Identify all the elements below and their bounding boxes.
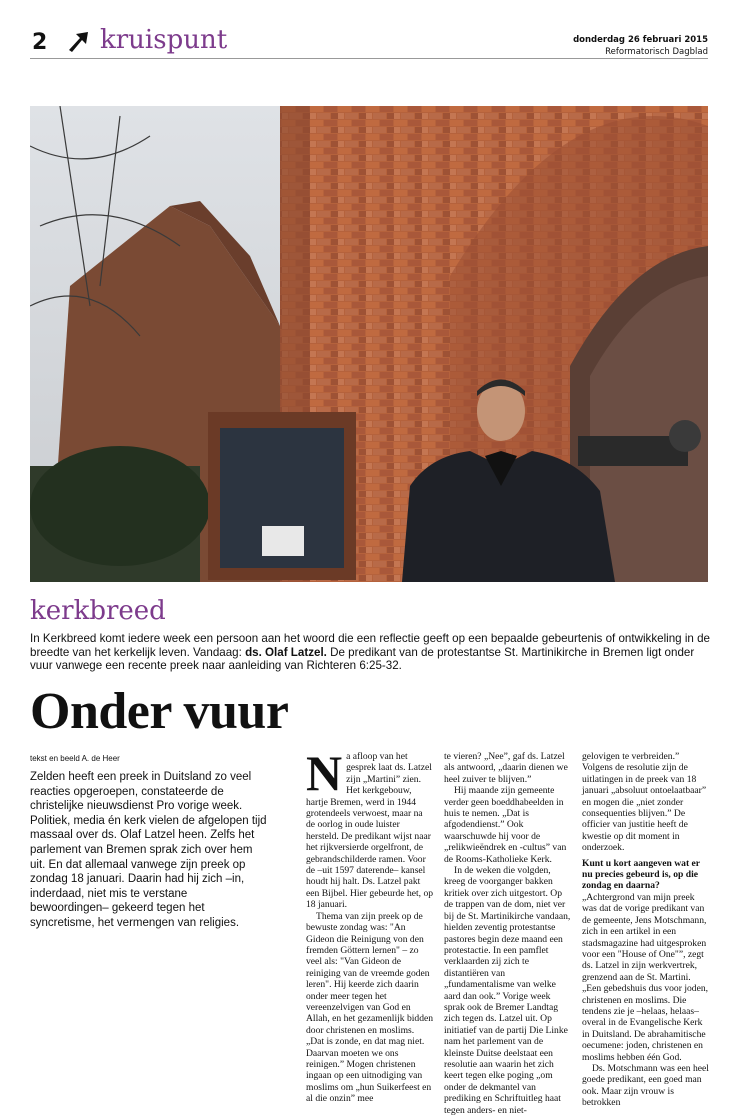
issue-date: donderdag 26 februari 2015: [573, 35, 708, 45]
article-headline: Onder vuur: [30, 683, 289, 740]
page-number: 2: [32, 30, 48, 55]
interview-question: Kunt u kort aangeven wat er nu precies gebeurd is, op die zondag en daarna?: [582, 857, 700, 892]
paragraph: In de weken die volgden, kreeg de voorganger bakken kritiek over zich uitgestort. Op de trappen van de dom, niet ver bij de St. Martinikirche vandaan, hielden zeventig protestantse pastores begin deze maand een protestactie. In een pamflet verklaarden zij zich te distantiëren van „fundamentalisme van welke aard dan ook.” Vorige week sprak ook de Bremer Landtag zich tegen ds. Latzel uit. Op initiatief van de partij Die Linke nam het parlement van de kleinste Duitse deelstaat een resolutie aan waarin het zich keert tegen elke poging „om onder de dekmantel van prediking en Schriftuitleg haat tegen anders- en niet-: [444, 865, 571, 1116]
paragraph: Hij maande zijn gemeente verder geen boeddhabeelden in huis te nemen. „Dat is afgodendienst.” Ook waarschuwde hij voor de „relikwieëndrek en -cultus” van de Rooms-Katholieke Kerk.: [444, 785, 567, 865]
masthead-date: [573, 34, 708, 58]
article-column-3: [582, 751, 710, 1109]
header-rule: [30, 58, 708, 59]
paragraph: „Achtergrond van mijn preek was dat de vorige predikant van de gemeente, Jens Motschmann, zich in een artikel in een stadsmagazine had uitgesproken voor een "House of One"”, zegt ds. Latzel in zijn werkvertrek, grenzend aan de St. Martini. „Een gebedshuis dus voor joden, christenen en moslims. Die tendens zie je –helaas, helaas– overal in de Evangelische Kerk in Duitsland. De abrahamitische oecumene: joden, christenen en moslims hebben één God.: [582, 891, 709, 1063]
paragraph: te vieren? „Nee”, gaf ds. Latzel als antwoord, „daarin dienen we heel zuiver te blijven.”: [444, 751, 568, 785]
paragraph: Thema van zijn preek op de bewuste zondag was: "An Gideon die Reinigung von den fremden Göttern lernen" – zo veel als: "Van Gideon de reiniging van de vreemde goden leren". Hij keerde zich daarin onder meer tegen het vereenzelvigen van God en Allah, en het gezamenlijk bidden door christenen en moslims. „Dat is zonde, en dat mag niet. Daarvan moeten we ons reinigen.” Mogen christenen ingaan op een uitnodiging van moslims om „hun Suikerfeest en al die onzin” mee: [306, 910, 434, 1105]
paragraph: Ds. Motschmann was een heel goede predikant, een goed man ook. Maar zijn vrouw is betrokken: [582, 1062, 709, 1109]
cross-arrow-icon: [66, 28, 92, 54]
intro-text-2: De predikant van de protestantse St. Martinikirche in Bremen ligt onder vuur vanwege een recente preek naar aanleiding van Richteren 6:25-32.: [30, 645, 695, 673]
article-column-1: [306, 745, 434, 1105]
intro-text-1: In Kerkbreed komt iedere week een persoon aan het woord die een reflectie geeft op een bepaalde gebeurtenis of ontwikkeling in de breedte van het kerkelijk leven. Vandaag:: [30, 632, 710, 659]
paragraph: gelovigen te verbreiden.” Volgens de resolutie zijn de uitlatingen in de preek van 18 januari „absoluut ontoelaatbaar” en mogen die „niet zonder consequenties blijven.” De officier van justitie heeft de kwestie op dit moment in onderzoek.: [582, 751, 707, 854]
feature-label: kerkbreed: [30, 596, 166, 626]
article-byline: tekst en beeld A. de Heer: [30, 754, 120, 763]
paragraph: a afloop van het gesprek laat ds. Latzel zijn „Martini” zien. Het kerkgebouw, hartje Bremen, werd in 1944 grotendeels verwoest, maar na de oorlog in oude luister hersteld. De predikant wijst naar het rijkversierde orgelfront, de gebrandschilderde ramen. Voor de –uit 1597 daterende– kansel houdt hij halt. Ds. Latzel pakt een Bijbel. Hier gebeurde het, op 18 januari.: [306, 751, 434, 911]
publication-name: Reformatorisch Dagblad: [605, 47, 708, 57]
drop-cap: N: [306, 745, 343, 801]
feature-intro: [30, 632, 710, 673]
intro-person-name: ds. Olaf Latzel.: [245, 645, 327, 659]
article-lead: Zelden heeft een preek in Duitsland zo veel reacties opgeroepen, constateerde de christelijke nieuwsdienst Pro vorige week. Politiek, media én kerk vielen de afgelopen tijd massaal over ds. Olaf Latzel heen. Zelfs het parlement van Bremen sprak zich over hem uit. En dat allemaal vanwege zijn preek op zondag 18 januari. Daarin had hij zich –in, inderdaad, niet mis te verstane bewoordingen– gekeerd tegen het syncretisme, het vermengen van religies.: [30, 771, 267, 929]
church-photo: [30, 106, 708, 582]
article-column-2: [444, 751, 572, 1116]
section-title: kruispunt: [100, 25, 228, 55]
